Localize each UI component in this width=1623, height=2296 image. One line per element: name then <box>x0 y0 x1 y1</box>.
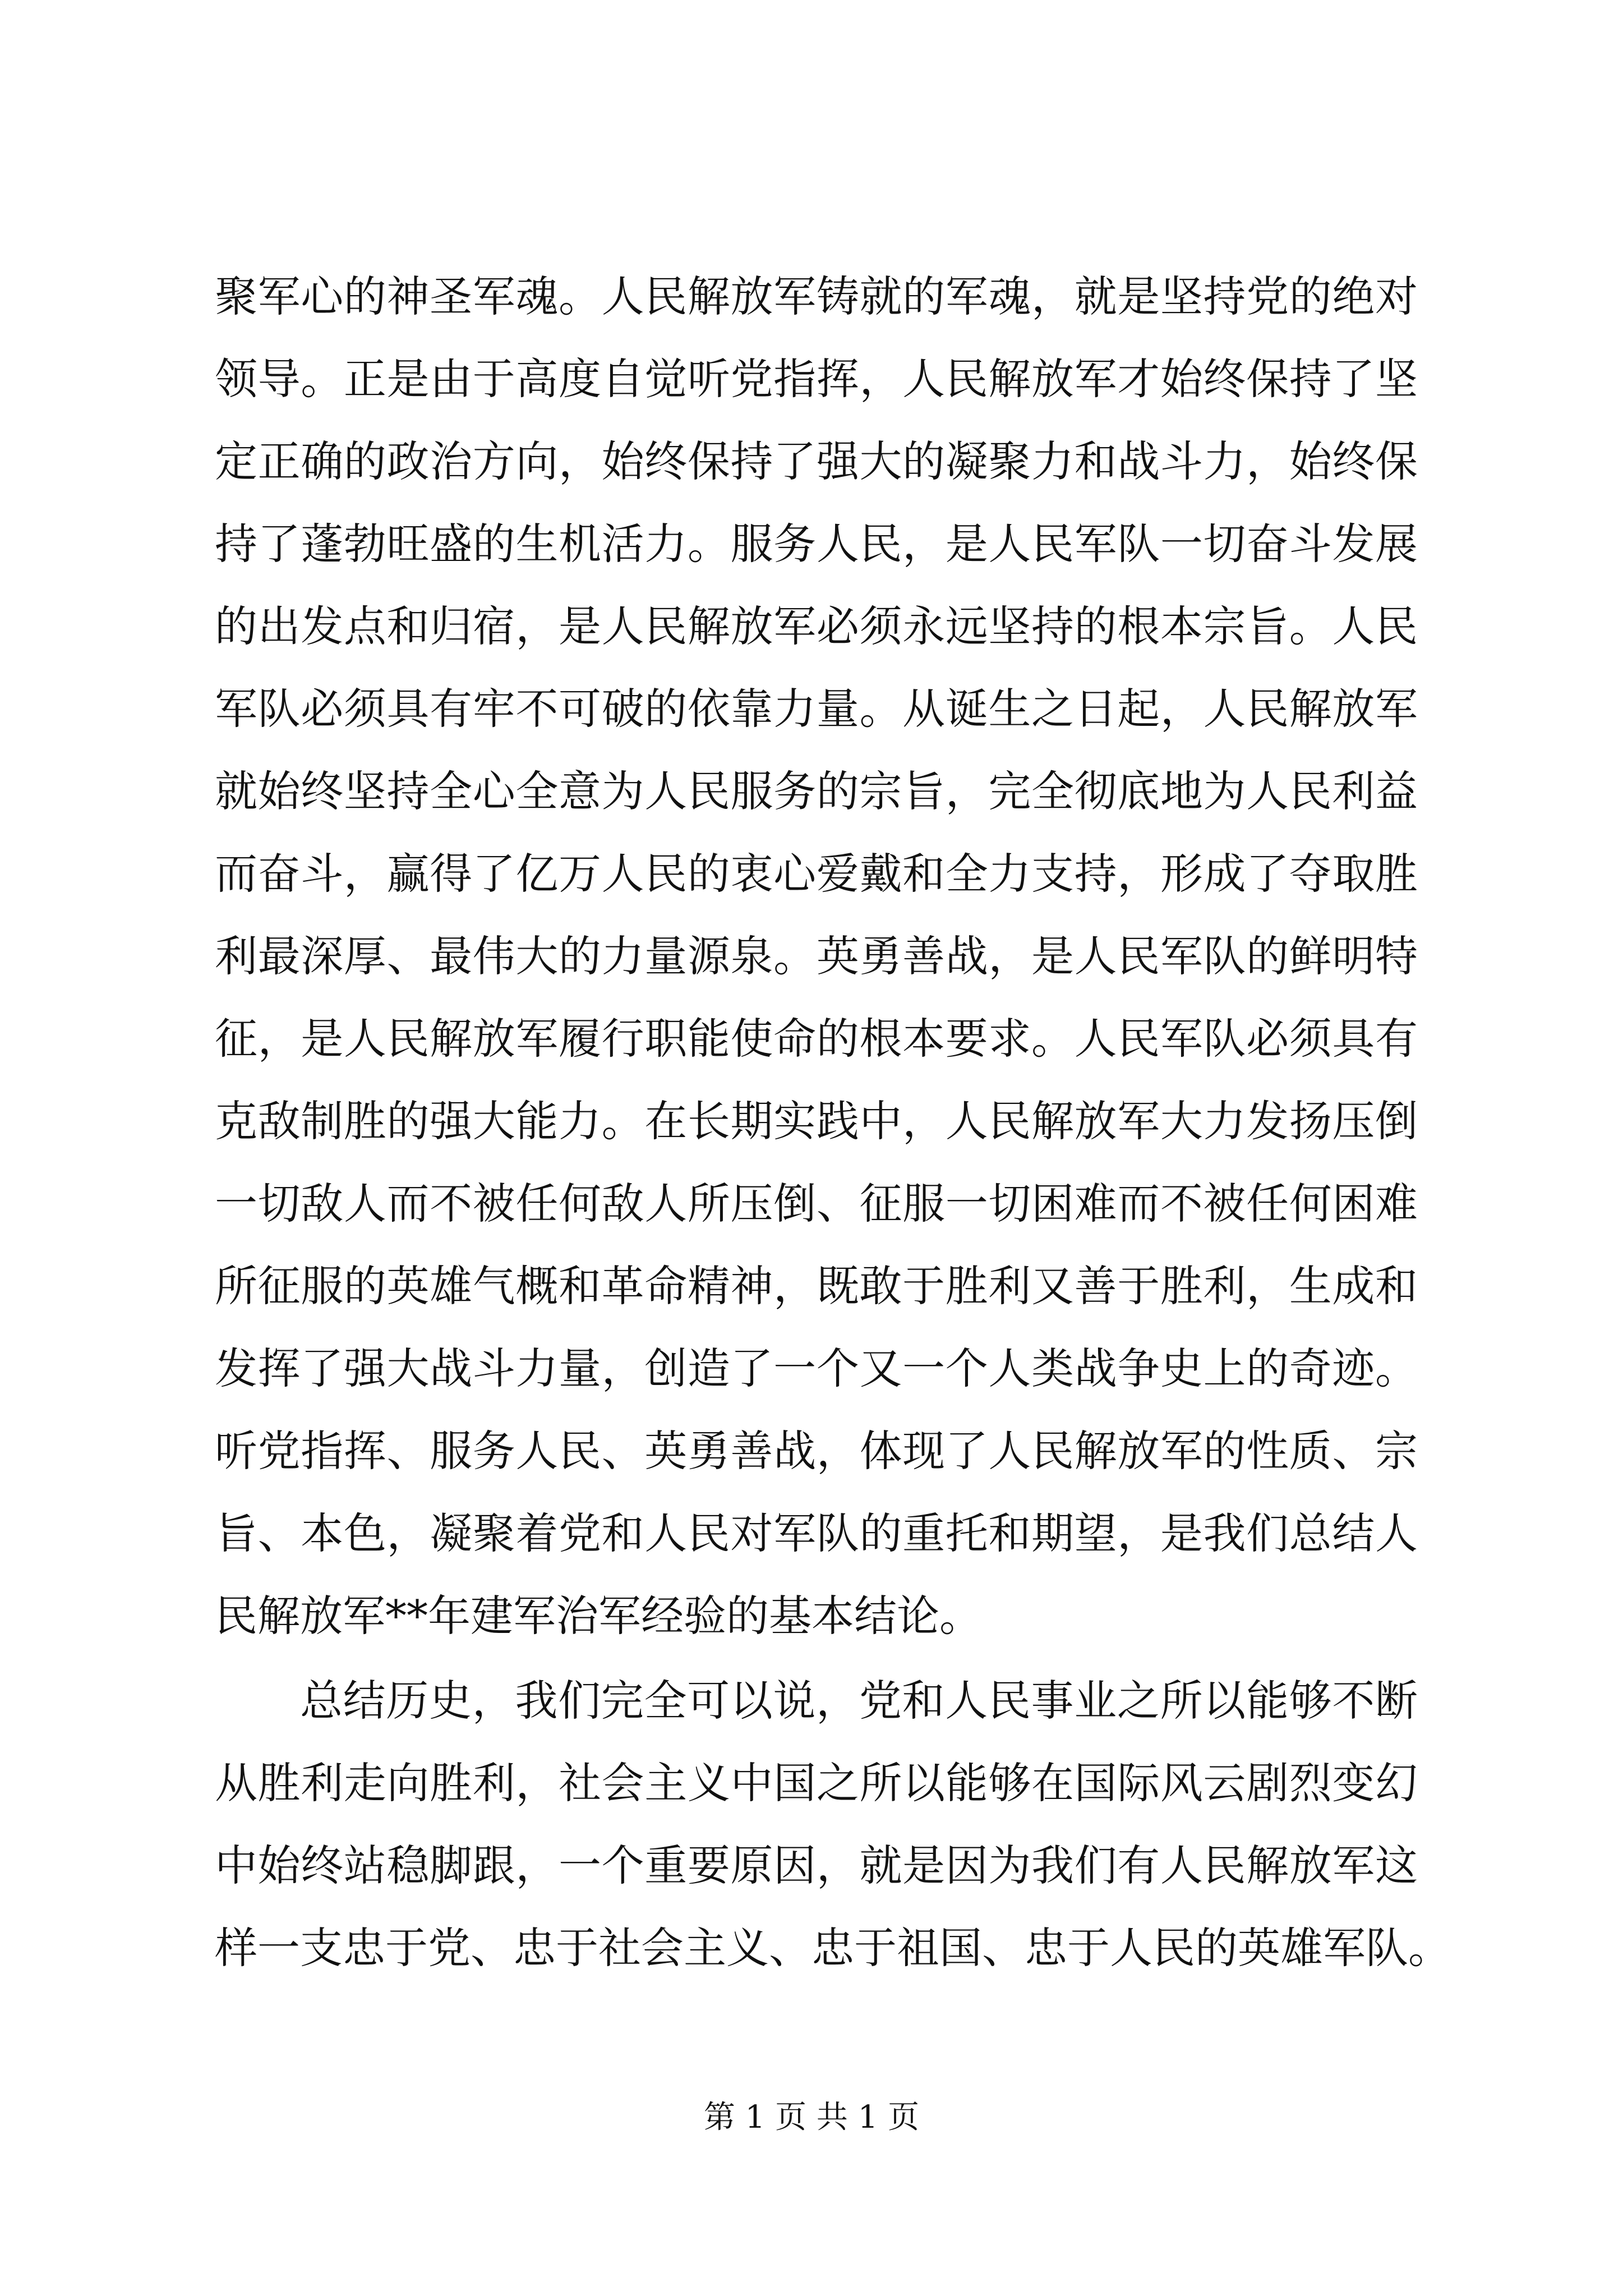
page-number-footer: 第 1 页 共 1 页 <box>703 2099 920 2136</box>
text-line: 征，是人民解放军履行职能使命的根本要求。人民军队必须具有 <box>215 1014 1418 1064</box>
text-line: 发挥了强大战斗力量，创造了一个又一个人类战争史上的奇迹。 <box>215 1343 1418 1393</box>
document-body <box>215 255 1451 1989</box>
text-line: 所征服的英雄气概和革命精神，既敢于胜利又善于胜利，生成和 <box>215 1261 1418 1311</box>
text-line: 利最深厚、最伟大的力量源泉。英勇善战，是人民军队的鲜明特 <box>215 931 1418 981</box>
text-line: 军队必须具有牢不可破的依靠力量。从诞生之日起，人民解放军 <box>215 684 1418 734</box>
text-line: 听党指挥、服务人民、英勇善战，体现了人民解放军的性质、宗 <box>215 1426 1418 1476</box>
text-line: 就始终坚持全心全意为人民服务的宗旨，完全彻底地为人民利益 <box>215 766 1418 816</box>
text-line: 领导。正是由于高度自觉听党指挥，人民解放军才始终保持了坚 <box>215 354 1418 404</box>
text-line: 而奋斗，赢得了亿万人民的衷心爱戴和全力支持，形成了夺取胜 <box>215 849 1418 899</box>
text-line: 持了蓬勃旺盛的生机活力。服务人民，是人民军队一切奋斗发展 <box>215 519 1418 569</box>
text-line: 民解放军**年建军治军经验的基本结论。 <box>215 1591 982 1641</box>
text-line: 中始终站稳脚跟，一个重要原因，就是因为我们有人民解放军这 <box>215 1841 1418 1890</box>
text-line: 旨、本色，凝聚着党和人民对军队的重托和期望，是我们总结人 <box>215 1508 1418 1558</box>
text-line: 一切敌人而不被任何敌人所压倒、征服一切困难而不被任何困难 <box>215 1179 1418 1228</box>
text-line: 从胜利走向胜利，社会主义中国之所以能够在国际风云剧烈变幻 <box>215 1758 1418 1808</box>
text-line: 克敌制胜的强大能力。在长期实践中，人民解放军大力发扬压倒 <box>215 1096 1418 1146</box>
text-line: 样一支忠于党、忠于社会主义、忠于祖国、忠于人民的英雄军队。 <box>215 1923 1451 1973</box>
text-line: 的出发点和归宿，是人民解放军必须永远坚持的根本宗旨。人民 <box>215 601 1418 651</box>
text-line: 定正确的政治方向，始终保持了强大的凝聚力和战斗力，始终保 <box>215 436 1418 486</box>
text-line: 聚军心的神圣军魂。人民解放军铸就的军魂，就是坚持党的绝对 <box>215 272 1418 321</box>
paragraph-2 <box>215 1659 1451 1989</box>
paragraph-1 <box>215 255 1418 1657</box>
text-line: 总结历史，我们完全可以说，党和人民事业之所以能够不断 <box>300 1676 1418 1726</box>
